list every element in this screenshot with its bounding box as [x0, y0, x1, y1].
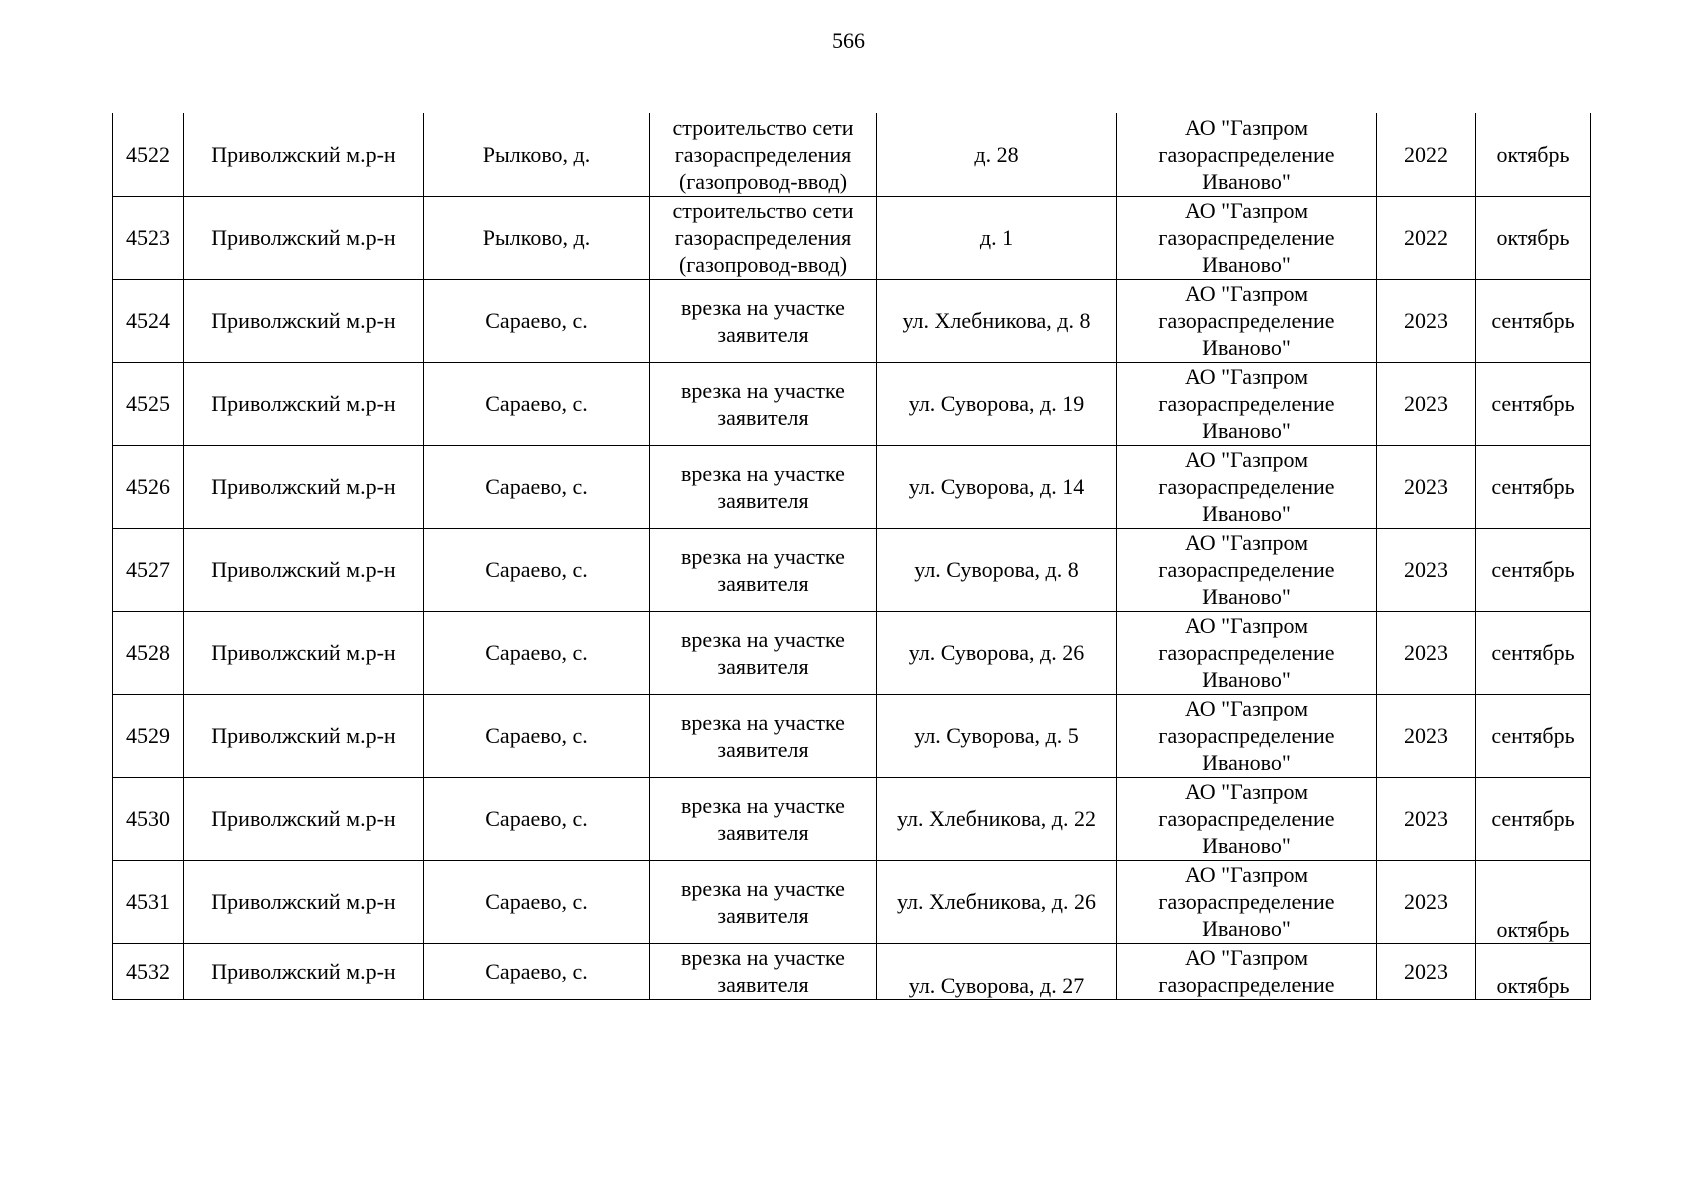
row-district: Приволжский м.р-н	[184, 528, 424, 611]
table-row	[113, 445, 1591, 528]
row-locality: Сараево, с.	[424, 777, 650, 860]
row-month: сентябрь	[1476, 611, 1591, 694]
row-org: АО "Газпром газораспределение Иваново"	[1117, 362, 1377, 445]
row-work: врезка на участке заявителя	[650, 777, 877, 860]
row-work: строительство сети газораспределения (газопровод-ввод)	[650, 196, 877, 279]
row-year: 2022	[1377, 113, 1476, 196]
row-org: АО "Газпром газораспределение Иваново"	[1117, 196, 1377, 279]
row-district: Приволжский м.р-н	[184, 445, 424, 528]
row-id: 4527	[113, 528, 184, 611]
row-year: 2022	[1377, 196, 1476, 279]
row-id: 4525	[113, 362, 184, 445]
row-org: АО "Газпром газораспределение Иваново"	[1117, 279, 1377, 362]
row-year: 2023	[1377, 611, 1476, 694]
row-locality: Рылково, д.	[424, 113, 650, 196]
table-row	[113, 860, 1591, 943]
row-year: 2023	[1377, 362, 1476, 445]
row-month: октябрь	[1476, 113, 1591, 196]
row-address: ул. Суворова, д. 5	[877, 694, 1117, 777]
row-id: 4528	[113, 611, 184, 694]
row-district: Приволжский м.р-н	[184, 362, 424, 445]
row-org: АО "Газпром газораспределение Иваново"	[1117, 528, 1377, 611]
row-work: врезка на участке заявителя	[650, 445, 877, 528]
table-row	[113, 777, 1591, 860]
table-row	[113, 694, 1591, 777]
row-district: Приволжский м.р-н	[184, 694, 424, 777]
table-row	[113, 943, 1591, 999]
row-month: сентябрь	[1476, 528, 1591, 611]
table-row	[113, 279, 1591, 362]
row-district: Приволжский м.р-н	[184, 943, 424, 999]
row-work: врезка на участке заявителя	[650, 362, 877, 445]
row-year: 2023	[1377, 528, 1476, 611]
row-work: строительство сети газораспределения (газопровод-ввод)	[650, 113, 877, 196]
row-locality: Сараево, с.	[424, 694, 650, 777]
row-org: АО "Газпром газораспределение Иваново"	[1117, 611, 1377, 694]
row-address: ул. Суворова, д. 19	[877, 362, 1117, 445]
row-district: Приволжский м.р-н	[184, 279, 424, 362]
row-locality: Рылково, д.	[424, 196, 650, 279]
row-work: врезка на участке заявителя	[650, 943, 877, 999]
row-locality: Сараево, с.	[424, 943, 650, 999]
row-month: октябрь	[1476, 196, 1591, 279]
row-address: ул. Суворова, д. 8	[877, 528, 1117, 611]
row-locality: Сараево, с.	[424, 528, 650, 611]
row-work: врезка на участке заявителя	[650, 694, 877, 777]
row-month: сентябрь	[1476, 694, 1591, 777]
row-district: Приволжский м.р-н	[184, 777, 424, 860]
row-id: 4532	[113, 943, 184, 999]
row-year: 2023	[1377, 279, 1476, 362]
row-month: сентябрь	[1476, 445, 1591, 528]
row-org: АО "Газпром газораспределение Иваново"	[1117, 860, 1377, 943]
row-locality: Сараево, с.	[424, 362, 650, 445]
row-address: ул. Суворова, д. 27	[877, 943, 1117, 999]
row-org: АО "Газпром газораспределение Иваново"	[1117, 777, 1377, 860]
row-work: врезка на участке заявителя	[650, 860, 877, 943]
row-month: сентябрь	[1476, 777, 1591, 860]
row-district: Приволжский м.р-н	[184, 860, 424, 943]
row-month: октябрь	[1476, 860, 1591, 943]
row-address: д. 28	[877, 113, 1117, 196]
data-table	[112, 113, 1591, 1000]
row-district: Приволжский м.р-н	[184, 611, 424, 694]
row-id: 4526	[113, 445, 184, 528]
row-id: 4531	[113, 860, 184, 943]
table-row	[113, 611, 1591, 694]
table-row	[113, 362, 1591, 445]
row-year: 2023	[1377, 860, 1476, 943]
row-year: 2023	[1377, 943, 1476, 999]
row-id: 4529	[113, 694, 184, 777]
row-org: АО "Газпром газораспределение Иваново"	[1117, 445, 1377, 528]
table-row	[113, 528, 1591, 611]
table-row	[113, 113, 1591, 196]
row-locality: Сараево, с.	[424, 445, 650, 528]
row-month: сентябрь	[1476, 279, 1591, 362]
row-address: ул. Хлебникова, д. 26	[877, 860, 1117, 943]
row-org: АО "Газпром газораспределение Иваново"	[1117, 113, 1377, 196]
row-month: сентябрь	[1476, 362, 1591, 445]
row-work: врезка на участке заявителя	[650, 611, 877, 694]
row-work: врезка на участке заявителя	[650, 528, 877, 611]
row-district: Приволжский м.р-н	[184, 196, 424, 279]
row-address: ул. Суворова, д. 14	[877, 445, 1117, 528]
row-year: 2023	[1377, 445, 1476, 528]
row-address: ул. Хлебникова, д. 22	[877, 777, 1117, 860]
row-year: 2023	[1377, 694, 1476, 777]
row-locality: Сараево, с.	[424, 860, 650, 943]
row-district: Приволжский м.р-н	[184, 113, 424, 196]
row-address: ул. Хлебникова, д. 8	[877, 279, 1117, 362]
row-id: 4524	[113, 279, 184, 362]
row-work: врезка на участке заявителя	[650, 279, 877, 362]
row-id: 4530	[113, 777, 184, 860]
row-id: 4523	[113, 196, 184, 279]
row-year: 2023	[1377, 777, 1476, 860]
row-address: ул. Суворова, д. 26	[877, 611, 1117, 694]
row-id: 4522	[113, 113, 184, 196]
row-locality: Сараево, с.	[424, 611, 650, 694]
table-row	[113, 196, 1591, 279]
page-number: 566	[832, 28, 865, 53]
row-org: АО "Газпром газораспределение	[1117, 943, 1377, 999]
row-month: октябрь	[1476, 943, 1591, 999]
row-org: АО "Газпром газораспределение Иваново"	[1117, 694, 1377, 777]
row-address: д. 1	[877, 196, 1117, 279]
row-locality: Сараево, с.	[424, 279, 650, 362]
